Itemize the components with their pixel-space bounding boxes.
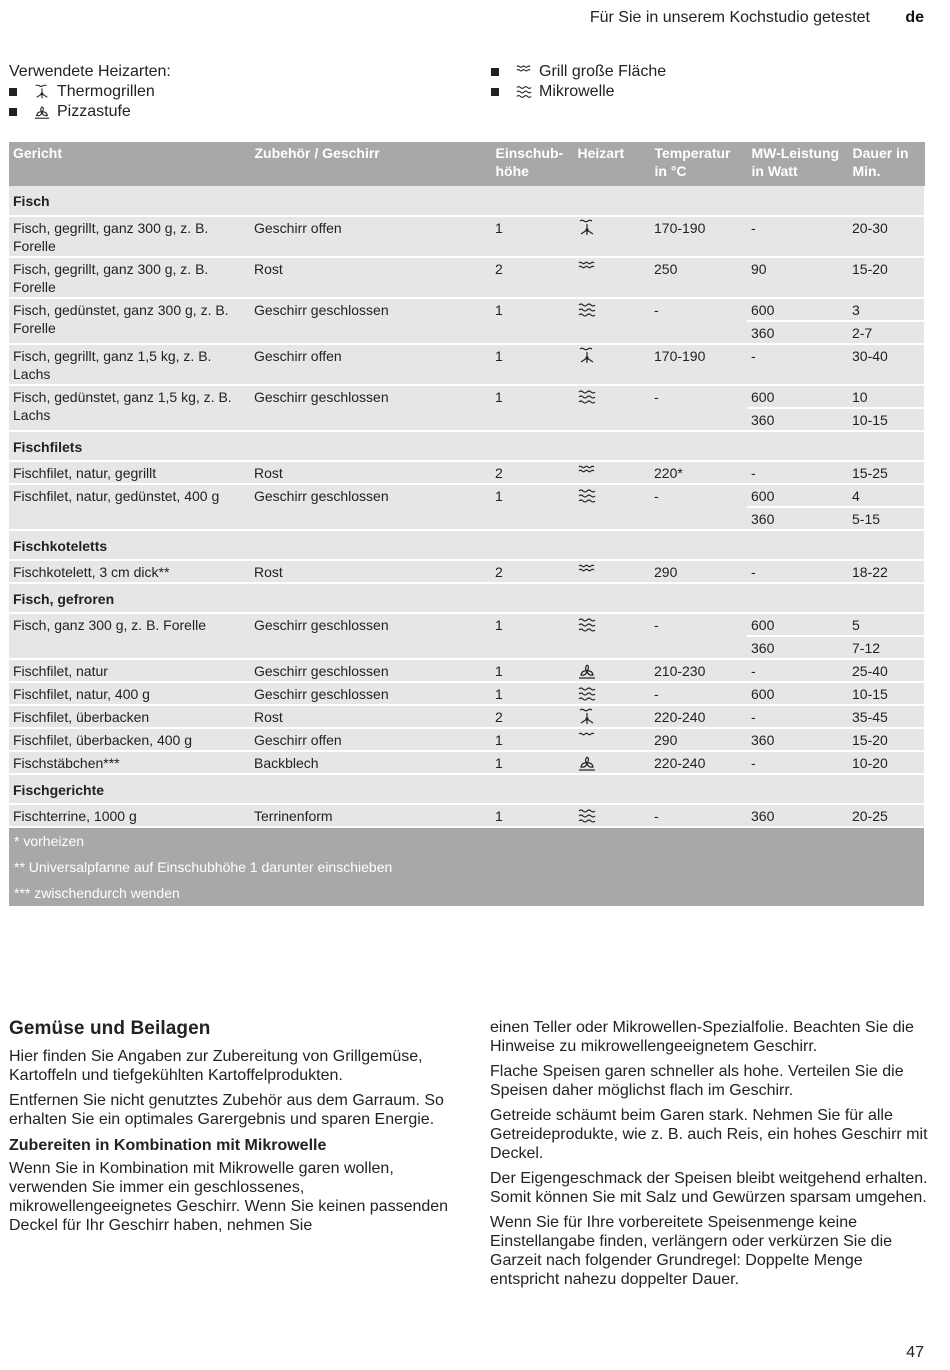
cell-heating [573, 216, 650, 257]
cell-duration: 20-25 [848, 804, 924, 827]
cell-temperature: 290 [650, 560, 747, 583]
cell-dish: Fisch, gegrillt, ganz 300 g, z. B. Forelle [9, 257, 250, 298]
cell-mw-power: - [747, 216, 848, 257]
table-group-row [9, 530, 924, 560]
grill-small-icon [577, 731, 597, 749]
cell-accessory: Rost [250, 257, 491, 298]
page-header [0, 9, 950, 29]
column-header-dish: Gericht [9, 142, 250, 186]
cell-heating [573, 804, 650, 827]
cell-dish: Fisch, gegrillt, ganz 300 g, z. B. Forelle [9, 216, 250, 257]
cell-level: 1 [491, 484, 573, 530]
paragraph: Der Eigengeschmack der Speisen bleibt weitgehend erhalten. Somit können Sie mit Salz und Gewürzen sparsam umgehen. [490, 1170, 928, 1206]
cell-mw-power: - [747, 461, 848, 484]
grill-large-icon [515, 64, 533, 80]
cell-dish: Fischterrine, 1000 g [9, 804, 250, 827]
section-title: Gemüse und Beilagen [9, 1018, 211, 1039]
table-group-row [9, 431, 924, 461]
cell-mw-power: 360 [747, 804, 848, 827]
cell-dish: Fisch, gedünstet, ganz 1,5 kg, z. B. Lachs [9, 385, 250, 431]
cell-heating [573, 613, 650, 659]
page-number: 47 [906, 1344, 924, 1361]
cell-accessory: Rost [250, 461, 491, 484]
cell-temperature: - [650, 613, 747, 659]
table-row [9, 751, 924, 774]
cell-temperature: 220-240 [650, 751, 747, 774]
cell-temperature: 170-190 [650, 216, 747, 257]
cell-temperature: - [650, 682, 747, 705]
group-title: Fisch [9, 186, 924, 216]
cooking-table [9, 142, 925, 906]
subsection-title: Zubereiten in Kombination mit Mikrowelle [9, 1137, 327, 1154]
microwave-icon [577, 487, 597, 505]
language-code: de [905, 9, 924, 26]
cell-duration: 35-45 [848, 705, 924, 728]
group-title: Fischgerichte [9, 774, 924, 804]
cell-accessory: Geschirr offen [250, 344, 491, 385]
cell-heating [573, 751, 650, 774]
paragraph: Wenn Sie in Kombination mit Mikrowelle garen wollen, verwenden Sie immer ein geschlossenes, mikrowellengeeignetes Geschirr. Wenn Sie keinen passenden Deckel für Ihr Geschirr haben, nehmen Sie [9, 1160, 449, 1234]
paragraph: Entfernen Sie nicht genutztes Zubehör aus dem Garraum. So erhalten Sie ein optimales Garergebnis und sparen Energie. [9, 1092, 444, 1128]
table-row [9, 705, 924, 728]
cell-mw-power: - [747, 560, 848, 583]
cell-temperature: - [650, 385, 747, 431]
cell-level: 1 [491, 682, 573, 705]
column-header-heating: Heizart [573, 142, 650, 186]
cell-duration: 30-40 [848, 344, 924, 385]
cell-mw-power: 360 [747, 636, 848, 659]
cell-dish: Fisch, ganz 300 g, z. B. Forelle [9, 613, 250, 659]
column-header-level: Einschub-höhe [491, 142, 573, 186]
cell-duration: 2-7 [848, 321, 924, 344]
cell-heating [573, 257, 650, 298]
cell-mw-power: - [747, 659, 848, 682]
cell-accessory: Geschirr geschlossen [250, 613, 491, 659]
cell-accessory: Rost [250, 560, 491, 583]
cell-temperature: 210-230 [650, 659, 747, 682]
header-title: Für Sie in unserem Kochstudio getestet [589, 9, 870, 26]
table-group-row [9, 186, 924, 216]
legend-heading: Verwendete Heizarten: [9, 63, 171, 80]
column-header-mw-power: MW-Leistung in Watt [747, 142, 848, 186]
pizza-level-icon [577, 754, 597, 772]
cell-duration: 10-15 [848, 408, 924, 431]
cell-mw-power: 600 [747, 682, 848, 705]
cell-duration: 15-20 [848, 728, 924, 751]
cell-level: 1 [491, 298, 573, 344]
legend-label: Grill große Fläche [539, 63, 667, 80]
cell-level: 1 [491, 728, 573, 751]
paragraph: Getreide schäumt beim Garen stark. Nehmen Sie für alle Getreideprodukte, wie z. B. auch Reis, ein hohes Geschirr mit Deckel. [490, 1107, 928, 1162]
cell-mw-power: 600 [747, 298, 848, 321]
cell-accessory: Geschirr geschlossen [250, 659, 491, 682]
cell-accessory: Geschirr offen [250, 216, 491, 257]
table-row [9, 257, 924, 298]
cell-level: 2 [491, 257, 573, 298]
cell-temperature: 220-240 [650, 705, 747, 728]
cell-level: 2 [491, 461, 573, 484]
cell-dish: Fischfilet, natur, gegrillt [9, 461, 250, 484]
microwave-icon [577, 388, 597, 406]
table-row [9, 484, 924, 507]
cell-temperature: 220* [650, 461, 747, 484]
bullet-icon [491, 88, 499, 96]
cell-dish: Fischfilet, natur [9, 659, 250, 682]
cell-accessory: Geschirr geschlossen [250, 682, 491, 705]
paragraph: Hier finden Sie Angaben zur Zubereitung von Grillgemüse, Kartoffeln und tiefgekühlten Kartoffelprodukten. [9, 1048, 423, 1084]
cell-duration: 10 [848, 385, 924, 408]
footnote-row [9, 880, 924, 906]
table-row [9, 659, 924, 682]
cell-mw-power: 90 [747, 257, 848, 298]
table-row [9, 728, 924, 751]
cell-duration: 15-20 [848, 257, 924, 298]
legend-item [9, 82, 171, 102]
cell-level: 1 [491, 216, 573, 257]
cell-accessory: Geschirr geschlossen [250, 298, 491, 344]
table-row [9, 216, 924, 257]
cell-dish: Fischfilet, überbacken [9, 705, 250, 728]
cell-level: 1 [491, 344, 573, 385]
group-title: Fischfilets [9, 431, 924, 461]
cell-heating [573, 461, 650, 484]
cell-heating [573, 728, 650, 751]
column-header-temperature: Temperatur in °C [650, 142, 747, 186]
footnote: * vorheizen [9, 827, 924, 854]
cell-duration: 15-25 [848, 461, 924, 484]
cell-level: 1 [491, 804, 573, 827]
heating-types-legend [9, 62, 171, 122]
microwave-icon [577, 616, 597, 634]
footnote-row [9, 854, 924, 880]
table-row [9, 682, 924, 705]
cell-heating [573, 659, 650, 682]
thermogrill-icon [577, 219, 597, 237]
legend-item [491, 82, 666, 102]
cell-duration: 10-15 [848, 682, 924, 705]
cell-heating [573, 560, 650, 583]
microwave-icon [515, 84, 533, 100]
section-left-column [9, 1018, 449, 1241]
footnote: *** zwischendurch wenden [9, 880, 924, 906]
cell-heating [573, 344, 650, 385]
table-group-row [9, 583, 924, 613]
table-body [9, 186, 924, 906]
bullet-icon [9, 108, 17, 116]
cell-duration: 4 [848, 484, 924, 507]
thermogrill-icon [577, 347, 597, 365]
cell-temperature: 250 [650, 257, 747, 298]
cell-duration: 18-22 [848, 560, 924, 583]
cell-duration: 3 [848, 298, 924, 321]
cell-level: 1 [491, 385, 573, 431]
legend-item [9, 102, 171, 122]
cell-mw-power: 360 [747, 507, 848, 530]
cell-dish: Fisch, gedünstet, ganz 300 g, z. B. Forelle [9, 298, 250, 344]
microwave-icon [577, 685, 597, 703]
cell-accessory: Terrinenform [250, 804, 491, 827]
cell-dish: Fischfilet, überbacken, 400 g [9, 728, 250, 751]
group-title: Fischkoteletts [9, 530, 924, 560]
cell-accessory: Rost [250, 705, 491, 728]
cell-level: 1 [491, 659, 573, 682]
cell-temperature: - [650, 484, 747, 530]
table-row [9, 344, 924, 385]
footnote: ** Universalpfanne auf Einschubhöhe 1 darunter einschieben [9, 854, 924, 880]
paragraph: Wenn Sie für Ihre vorbereitete Speisenmenge keine Einstellangabe finden, verlängern oder verkürzen Sie die Garzeit nach folgender Grundregel: Doppelte Menge entspricht nahezu doppelter Dauer. [490, 1214, 893, 1288]
paragraph: Flache Speisen garen schneller als hohe. Verteilen Sie die Speisen daher möglichst flach im Geschirr. [490, 1063, 904, 1099]
section-right-column [490, 1018, 930, 1295]
cell-level: 1 [491, 751, 573, 774]
cell-heating [573, 682, 650, 705]
table-row [9, 461, 924, 484]
cell-accessory: Geschirr geschlossen [250, 484, 491, 530]
cell-mw-power: 600 [747, 484, 848, 507]
legend-label: Pizzastufe [57, 103, 131, 120]
cell-duration: 10-20 [848, 751, 924, 774]
cell-mw-power: 360 [747, 321, 848, 344]
grill-large-icon [577, 563, 597, 581]
cell-temperature: 290 [650, 728, 747, 751]
cell-accessory: Backblech [250, 751, 491, 774]
cell-mw-power: - [747, 344, 848, 385]
cell-temperature: - [650, 804, 747, 827]
cell-heating [573, 484, 650, 530]
cell-mw-power: 360 [747, 408, 848, 431]
thermogrill-icon [577, 708, 597, 726]
cell-mw-power: 600 [747, 385, 848, 408]
cell-duration: 5-15 [848, 507, 924, 530]
footnote-row [9, 827, 924, 854]
bullet-icon [9, 88, 17, 96]
table-group-row [9, 774, 924, 804]
legend-label: Thermogrillen [57, 83, 155, 100]
cell-mw-power: - [747, 751, 848, 774]
cell-duration: 7-12 [848, 636, 924, 659]
grill-large-icon [577, 260, 597, 278]
pizza-level-icon [577, 662, 597, 680]
legend-item [491, 62, 666, 82]
cell-accessory: Geschirr geschlossen [250, 385, 491, 431]
cell-heating [573, 705, 650, 728]
microwave-icon [577, 301, 597, 319]
bullet-icon [491, 68, 499, 76]
cell-temperature: - [650, 298, 747, 344]
pizza-level-icon [33, 104, 51, 120]
cell-mw-power: 600 [747, 613, 848, 636]
cell-heating [573, 298, 650, 344]
group-title: Fisch, gefroren [9, 583, 924, 613]
table-row [9, 298, 924, 321]
cell-level: 2 [491, 705, 573, 728]
table-row [9, 804, 924, 827]
cell-accessory: Geschirr offen [250, 728, 491, 751]
table-row [9, 385, 924, 408]
cell-heating [573, 385, 650, 431]
cell-dish: Fischkotelett, 3 cm dick** [9, 560, 250, 583]
heating-types-legend-right [491, 62, 666, 102]
cell-duration: 20-30 [848, 216, 924, 257]
grill-large-icon [577, 464, 597, 482]
table-row [9, 560, 924, 583]
cell-dish: Fischfilet, natur, 400 g [9, 682, 250, 705]
cell-duration: 25-40 [848, 659, 924, 682]
column-header-duration: Dauer in Min. [848, 142, 924, 186]
cell-temperature: 170-190 [650, 344, 747, 385]
cell-duration: 5 [848, 613, 924, 636]
column-header-accessory: Zubehör / Geschirr [250, 142, 491, 186]
cell-level: 1 [491, 613, 573, 659]
microwave-icon [577, 807, 597, 825]
cell-mw-power: 360 [747, 728, 848, 751]
cell-level: 2 [491, 560, 573, 583]
legend-label: Mikrowelle [539, 83, 615, 100]
cell-dish: Fisch, gegrillt, ganz 1,5 kg, z. B. Lachs [9, 344, 250, 385]
table-row [9, 613, 924, 636]
cell-dish: Fischstäbchen*** [9, 751, 250, 774]
cell-dish: Fischfilet, natur, gedünstet, 400 g [9, 484, 250, 530]
paragraph: einen Teller oder Mikrowellen-Spezialfolie. Beachten Sie die Hinweise zu mikrowellengeeignetem Geschirr. [490, 1019, 914, 1055]
thermogrill-icon [33, 84, 51, 100]
cell-mw-power: - [747, 705, 848, 728]
table-header-row [9, 142, 924, 186]
